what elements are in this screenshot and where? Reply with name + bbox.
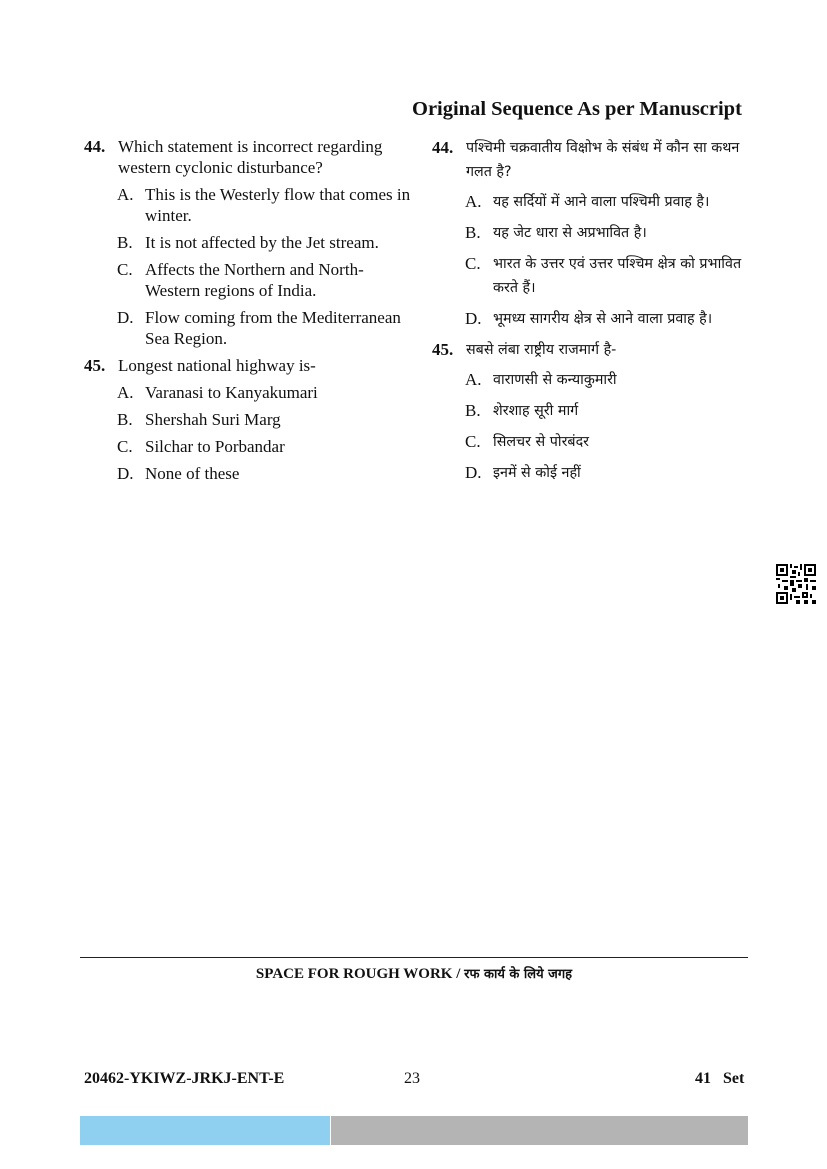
option-letter: B. bbox=[117, 410, 133, 429]
option-letter: A. bbox=[465, 192, 482, 211]
set-label: 41 Set bbox=[695, 1070, 745, 1087]
option-letter: B. bbox=[117, 233, 133, 252]
option-d bbox=[465, 461, 752, 485]
option-text: वाराणसी से कन्याकुमारी bbox=[493, 372, 617, 388]
question-text: Which statement is incorrect regarding western cyclonic disturbance? bbox=[118, 137, 383, 177]
option-letter: B. bbox=[465, 401, 481, 420]
page-heading: Original Sequence As per Manuscript bbox=[412, 98, 742, 120]
option-letter: D. bbox=[117, 308, 134, 327]
question-number: 45. bbox=[432, 340, 454, 359]
option-text: इनमें से कोई नहीं bbox=[493, 465, 581, 481]
option-text: Varanasi to Kanyakumari bbox=[145, 383, 318, 402]
option-letter: D. bbox=[117, 464, 134, 483]
question-text: Longest national highway is- bbox=[118, 356, 316, 375]
option-c bbox=[465, 252, 752, 300]
divider-line bbox=[80, 957, 748, 958]
option-d bbox=[465, 307, 752, 331]
option-c bbox=[465, 430, 752, 454]
option-letter: C. bbox=[465, 432, 481, 451]
option-letter: C. bbox=[117, 437, 133, 456]
page-number: 23 bbox=[404, 1070, 420, 1087]
option-d bbox=[117, 463, 414, 484]
option-text: It is not affected by the Jet stream. bbox=[145, 233, 379, 252]
option-letter: B. bbox=[465, 223, 481, 242]
hindi-column bbox=[432, 136, 752, 492]
option-a bbox=[465, 368, 752, 392]
option-c bbox=[117, 436, 414, 457]
option-letter: C. bbox=[117, 260, 133, 279]
option-a bbox=[465, 190, 752, 214]
rough-work-english: SPACE FOR ROUGH WORK / bbox=[255, 966, 465, 982]
rough-work-label bbox=[80, 964, 748, 983]
option-b bbox=[117, 232, 414, 253]
option-letter: C. bbox=[465, 254, 481, 273]
booklet-code: 20462-YKIWZ-JRKJ-ENT-E bbox=[84, 1070, 285, 1087]
question-44-en bbox=[84, 136, 414, 349]
option-text: यह जेट धारा से अप्रभावित है। bbox=[493, 225, 647, 241]
option-d bbox=[117, 307, 414, 349]
question-text: पश्चिमी चक्रवातीय विक्षोभ के संबंध में कौन सा कथन गलत है? bbox=[466, 140, 740, 180]
footer-bar-blue bbox=[80, 1116, 330, 1145]
option-text: Affects the Northern and North-Western regions of India. bbox=[145, 260, 364, 300]
option-b bbox=[465, 399, 752, 423]
option-text: यह सर्दियों में आने वाला पश्चिमी प्रवाह है। bbox=[493, 194, 710, 210]
option-b bbox=[465, 221, 752, 245]
option-text: Shershah Suri Marg bbox=[145, 410, 281, 429]
option-text: None of these bbox=[145, 464, 240, 483]
option-c bbox=[117, 259, 414, 301]
question-44-hi bbox=[432, 136, 752, 331]
rough-work-hindi: रफ कार्य के लिये जगह bbox=[464, 967, 573, 982]
english-column bbox=[84, 136, 414, 490]
option-b bbox=[117, 409, 414, 430]
option-text: This is the Westerly flow that comes in winter. bbox=[145, 185, 411, 225]
option-letter: D. bbox=[465, 463, 482, 482]
option-letter: D. bbox=[465, 309, 482, 328]
option-a bbox=[117, 382, 414, 403]
question-number: 44. bbox=[84, 137, 106, 156]
option-text: भूमध्य सागरीय क्षेत्र से आने वाला प्रवाह है। bbox=[493, 311, 713, 327]
option-text: Flow coming from the Mediterranean Sea Region. bbox=[145, 308, 401, 348]
option-letter: A. bbox=[117, 185, 134, 204]
option-a bbox=[117, 184, 414, 226]
question-45-en bbox=[84, 355, 414, 484]
question-number: 44. bbox=[432, 138, 454, 157]
question-number: 45. bbox=[84, 356, 106, 375]
option-text: शेरशाह सूरी मार्ग bbox=[493, 403, 579, 419]
option-text: सिलचर से पोरबंदर bbox=[493, 434, 590, 450]
option-text: भारत के उत्तर एवं उत्तर पश्चिम क्षेत्र को प्रभावित करते हैं। bbox=[493, 256, 742, 296]
qr-code-icon bbox=[776, 564, 816, 604]
option-letter: A. bbox=[117, 383, 134, 402]
option-letter: A. bbox=[465, 370, 482, 389]
question-45-hi bbox=[432, 338, 752, 485]
option-text: Silchar to Porbandar bbox=[145, 437, 285, 456]
footer-bar-grey bbox=[331, 1116, 748, 1145]
question-text: सबसे लंबा राष्ट्रीय राजमार्ग है- bbox=[466, 342, 617, 358]
